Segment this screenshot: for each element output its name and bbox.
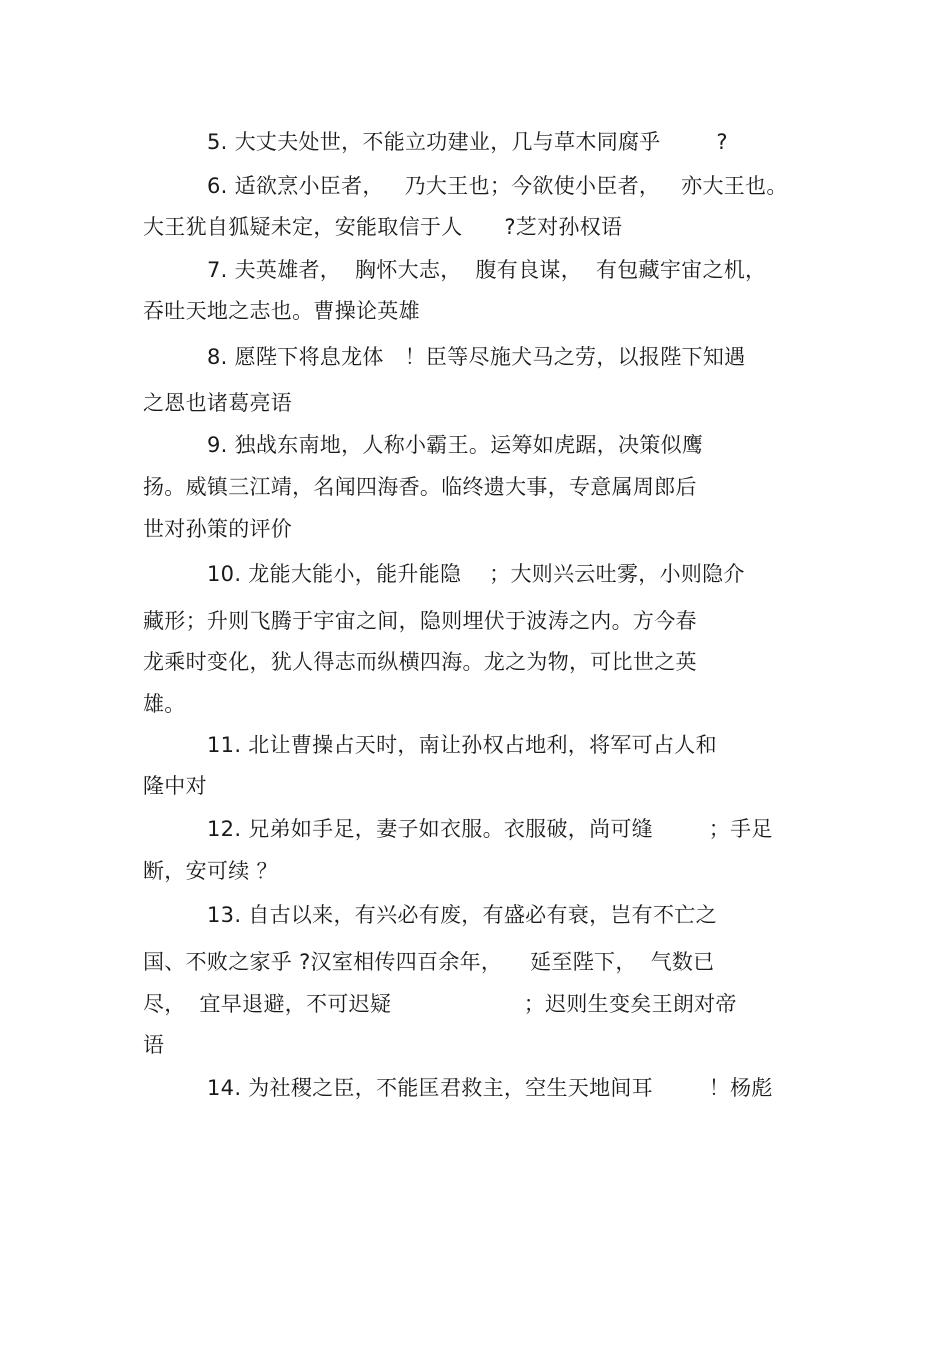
text-line: 11. 北让曹操占天时，南让孙权占地利，将军可占人和 xyxy=(207,733,717,757)
text-line: 13. 自古以来，有兴必有废，有盛必有衰，岂有不亡之 xyxy=(207,903,717,927)
text-line: 雄。 xyxy=(143,692,186,716)
text-line: 尽， 宜早退避，不可迟疑 ；迟则生变矣王朗对帝 xyxy=(143,992,737,1016)
text-line: 6. 适欲烹小臣者， 乃大王也；今欲使小臣者， 亦大王也。 xyxy=(207,174,788,198)
text-line: 5. 大丈夫处世，不能立功建业，几与草木同腐乎 ? xyxy=(207,130,728,154)
text-line: 8. 愿陛下将息龙体 ！臣等尽施犬马之劳，以报陛下知遇 xyxy=(207,345,746,369)
text-line: 7. 夫英雄者， 胸怀大志， 腹有良谋， 有包藏宇宙之机， xyxy=(207,258,767,282)
text-line: 国、不败之家乎 ?汉室相传四百余年， 延至陛下， 气数已 xyxy=(143,950,715,974)
text-line: 龙乘时变化，犹人得志而纵横四海。龙之为物，可比世之英 xyxy=(143,650,697,674)
text-line: 之恩也诸葛亮语 xyxy=(143,391,293,415)
text-line: 世对孙策的评价 xyxy=(143,517,293,541)
text-line: 9. 独战东南地，人称小霸王。运筹如虎踞，决策似鹰 xyxy=(207,433,704,457)
text-line: 藏形；升则飞腾于宇宙之间，隐则埋伏于波涛之内。方今春 xyxy=(143,609,697,633)
text-line: 10. 龙能大能小，能升能隐 ；大则兴云吐雾，小则隐介 xyxy=(207,562,745,586)
text-line: 大王犹自狐疑未定，安能取信于人 ?芝对孙权语 xyxy=(143,215,623,239)
text-line: 隆中对 xyxy=(143,774,207,798)
text-line: 12. 兄弟如手足，妻子如衣服。衣服破，尚可缝 ；手足 xyxy=(207,817,773,841)
text-line: 吞吐天地之志也。曹操论英雄 xyxy=(143,299,420,323)
text-line: 断，安可续 ？ xyxy=(143,859,278,883)
text-line: 扬。威镇三江靖，名闻四海香。临终遗大事，专意属周郎后 xyxy=(143,475,697,499)
text-line: 语 xyxy=(143,1033,165,1057)
text-line: 14. 为社稷之臣，不能匡君救主，空生天地间耳 ！杨彪 xyxy=(207,1076,773,1100)
